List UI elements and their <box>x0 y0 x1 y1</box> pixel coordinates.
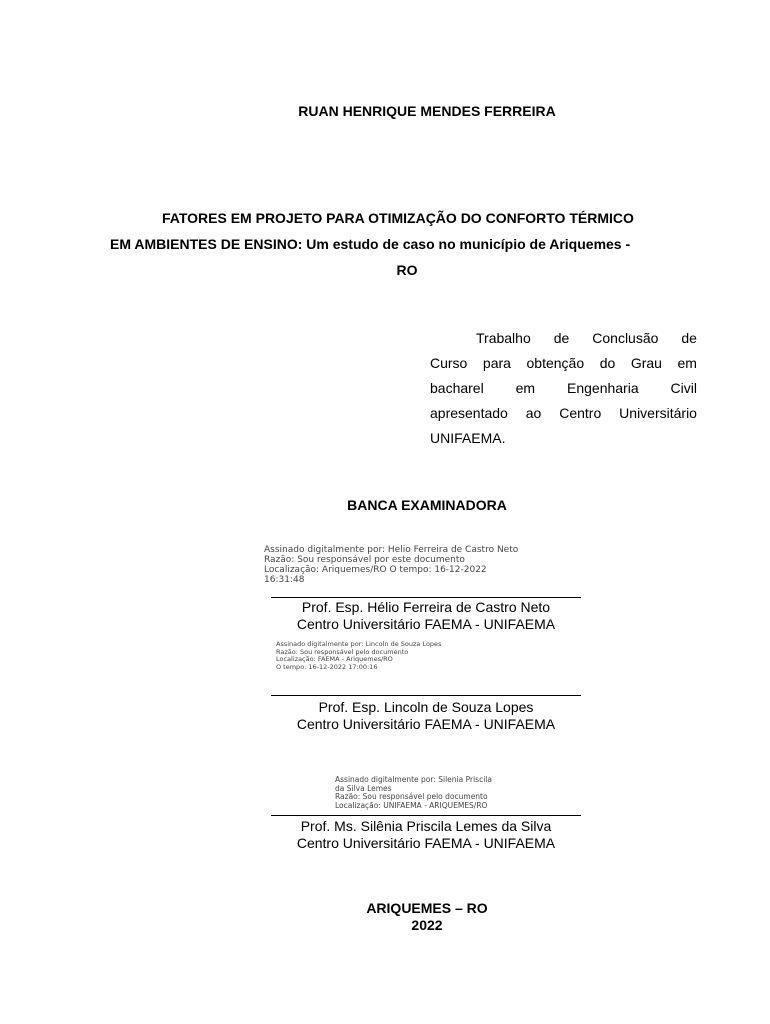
purpose-word: Universitário <box>619 405 697 421</box>
footer <box>0 900 770 934</box>
purpose-word: em <box>515 380 536 396</box>
stamp-line: Assinado digitalmente por: Helio Ferreira de Castro Neto <box>264 545 519 555</box>
purpose-word: Engenharia <box>567 380 639 396</box>
author-name: RUAN HENRIQUE MENDES FERREIRA <box>298 103 556 119</box>
examiner-name: Prof. Ms. Silênia Priscila Lemes da Silva <box>300 818 552 834</box>
banca-heading: BANCA EXAMINADORA <box>347 497 507 513</box>
signature-line-1 <box>271 597 581 598</box>
stamp-line: 16:31:48 <box>264 575 305 585</box>
stamp-line: O tempo: 16-12-2022 17:00:16 <box>276 662 378 671</box>
digital-signature-stamp-3 <box>335 776 492 810</box>
thesis-title-line-3: RO <box>396 262 418 278</box>
thesis-title-line-1: FATORES EM PROJETO PARA OTIMIZAÇÃO DO CONFORTO TÉRMICO <box>162 210 634 226</box>
purpose-word: Conclusão <box>592 330 659 346</box>
digital-signature-stamp-1 <box>264 545 518 585</box>
stamp-line: Razão: Sou responsável pelo documento <box>335 792 488 801</box>
examiner-3 <box>226 818 626 852</box>
stamp-line: da Silva Lemes <box>335 783 392 793</box>
purpose-word: para <box>482 355 511 371</box>
thesis-title <box>110 205 704 283</box>
signature-line-3 <box>271 815 581 816</box>
purpose-line-2 <box>430 351 697 376</box>
purpose-word: em <box>677 355 697 371</box>
examiner-name: Prof. Esp. Lincoln de Souza Lopes <box>318 699 534 715</box>
purpose-word: apresentado <box>430 405 508 421</box>
examiner-2 <box>226 699 626 733</box>
purpose-line-3 <box>430 376 697 401</box>
digital-signature-stamp-2 <box>276 641 441 671</box>
purpose-word: obtenção <box>526 355 585 371</box>
examiner-institution: Centro Universitário FAEMA - UNIFAEMA <box>296 835 556 851</box>
thesis-purpose <box>430 326 697 451</box>
purpose-word: Trabalho <box>476 330 531 346</box>
stamp-line: Localização: Ariquemes/RO O tempo: 16-12-2022 <box>264 565 487 575</box>
footer-city: ARIQUEMES – RO <box>366 900 488 916</box>
footer-year: 2022 <box>411 917 443 933</box>
stamp-line: Razão: Sou responsável por este documento <box>264 555 465 565</box>
examiner-1 <box>226 599 626 633</box>
purpose-word: Curso <box>430 355 468 371</box>
purpose-word: do <box>599 355 616 371</box>
stamp-line: Assinado digitalmente por: Lincoln de Souza Lopes <box>276 640 442 648</box>
purpose-word: de <box>681 330 697 346</box>
purpose-word: Centro <box>559 405 602 421</box>
stamp-line: Assinado digitalmente por: Silenia Priscila <box>335 775 492 784</box>
purpose-word: UNIFAEMA. <box>430 430 506 446</box>
stamp-line: Localização: UNIFAEMA - ARIQUEMES/RO <box>335 800 488 810</box>
examiner-institution: Centro Universitário FAEMA - UNIFAEMA <box>296 716 556 732</box>
signature-line-2 <box>271 695 581 696</box>
thesis-title-line-2: EM AMBIENTES DE ENSINO: Um estudo de caso no município de Ariquemes - <box>110 236 631 252</box>
purpose-word: Grau <box>630 355 662 371</box>
purpose-word: Civil <box>670 380 697 396</box>
purpose-line-4 <box>430 401 697 426</box>
purpose-word: ao <box>525 405 542 421</box>
examiner-name: Prof. Esp. Hélio Ferreira de Castro Neto <box>301 599 551 615</box>
purpose-word: de <box>553 330 570 346</box>
purpose-line-1 <box>430 326 697 351</box>
purpose-line-5 <box>430 426 697 451</box>
stamp-line: Localização: FAEMA - Ariquemes/RO <box>276 655 393 663</box>
stamp-line: Razão: Sou responsável pelo documento <box>276 647 409 656</box>
examiner-institution: Centro Universitário FAEMA - UNIFAEMA <box>296 616 556 632</box>
purpose-word: bacharel <box>430 380 484 396</box>
